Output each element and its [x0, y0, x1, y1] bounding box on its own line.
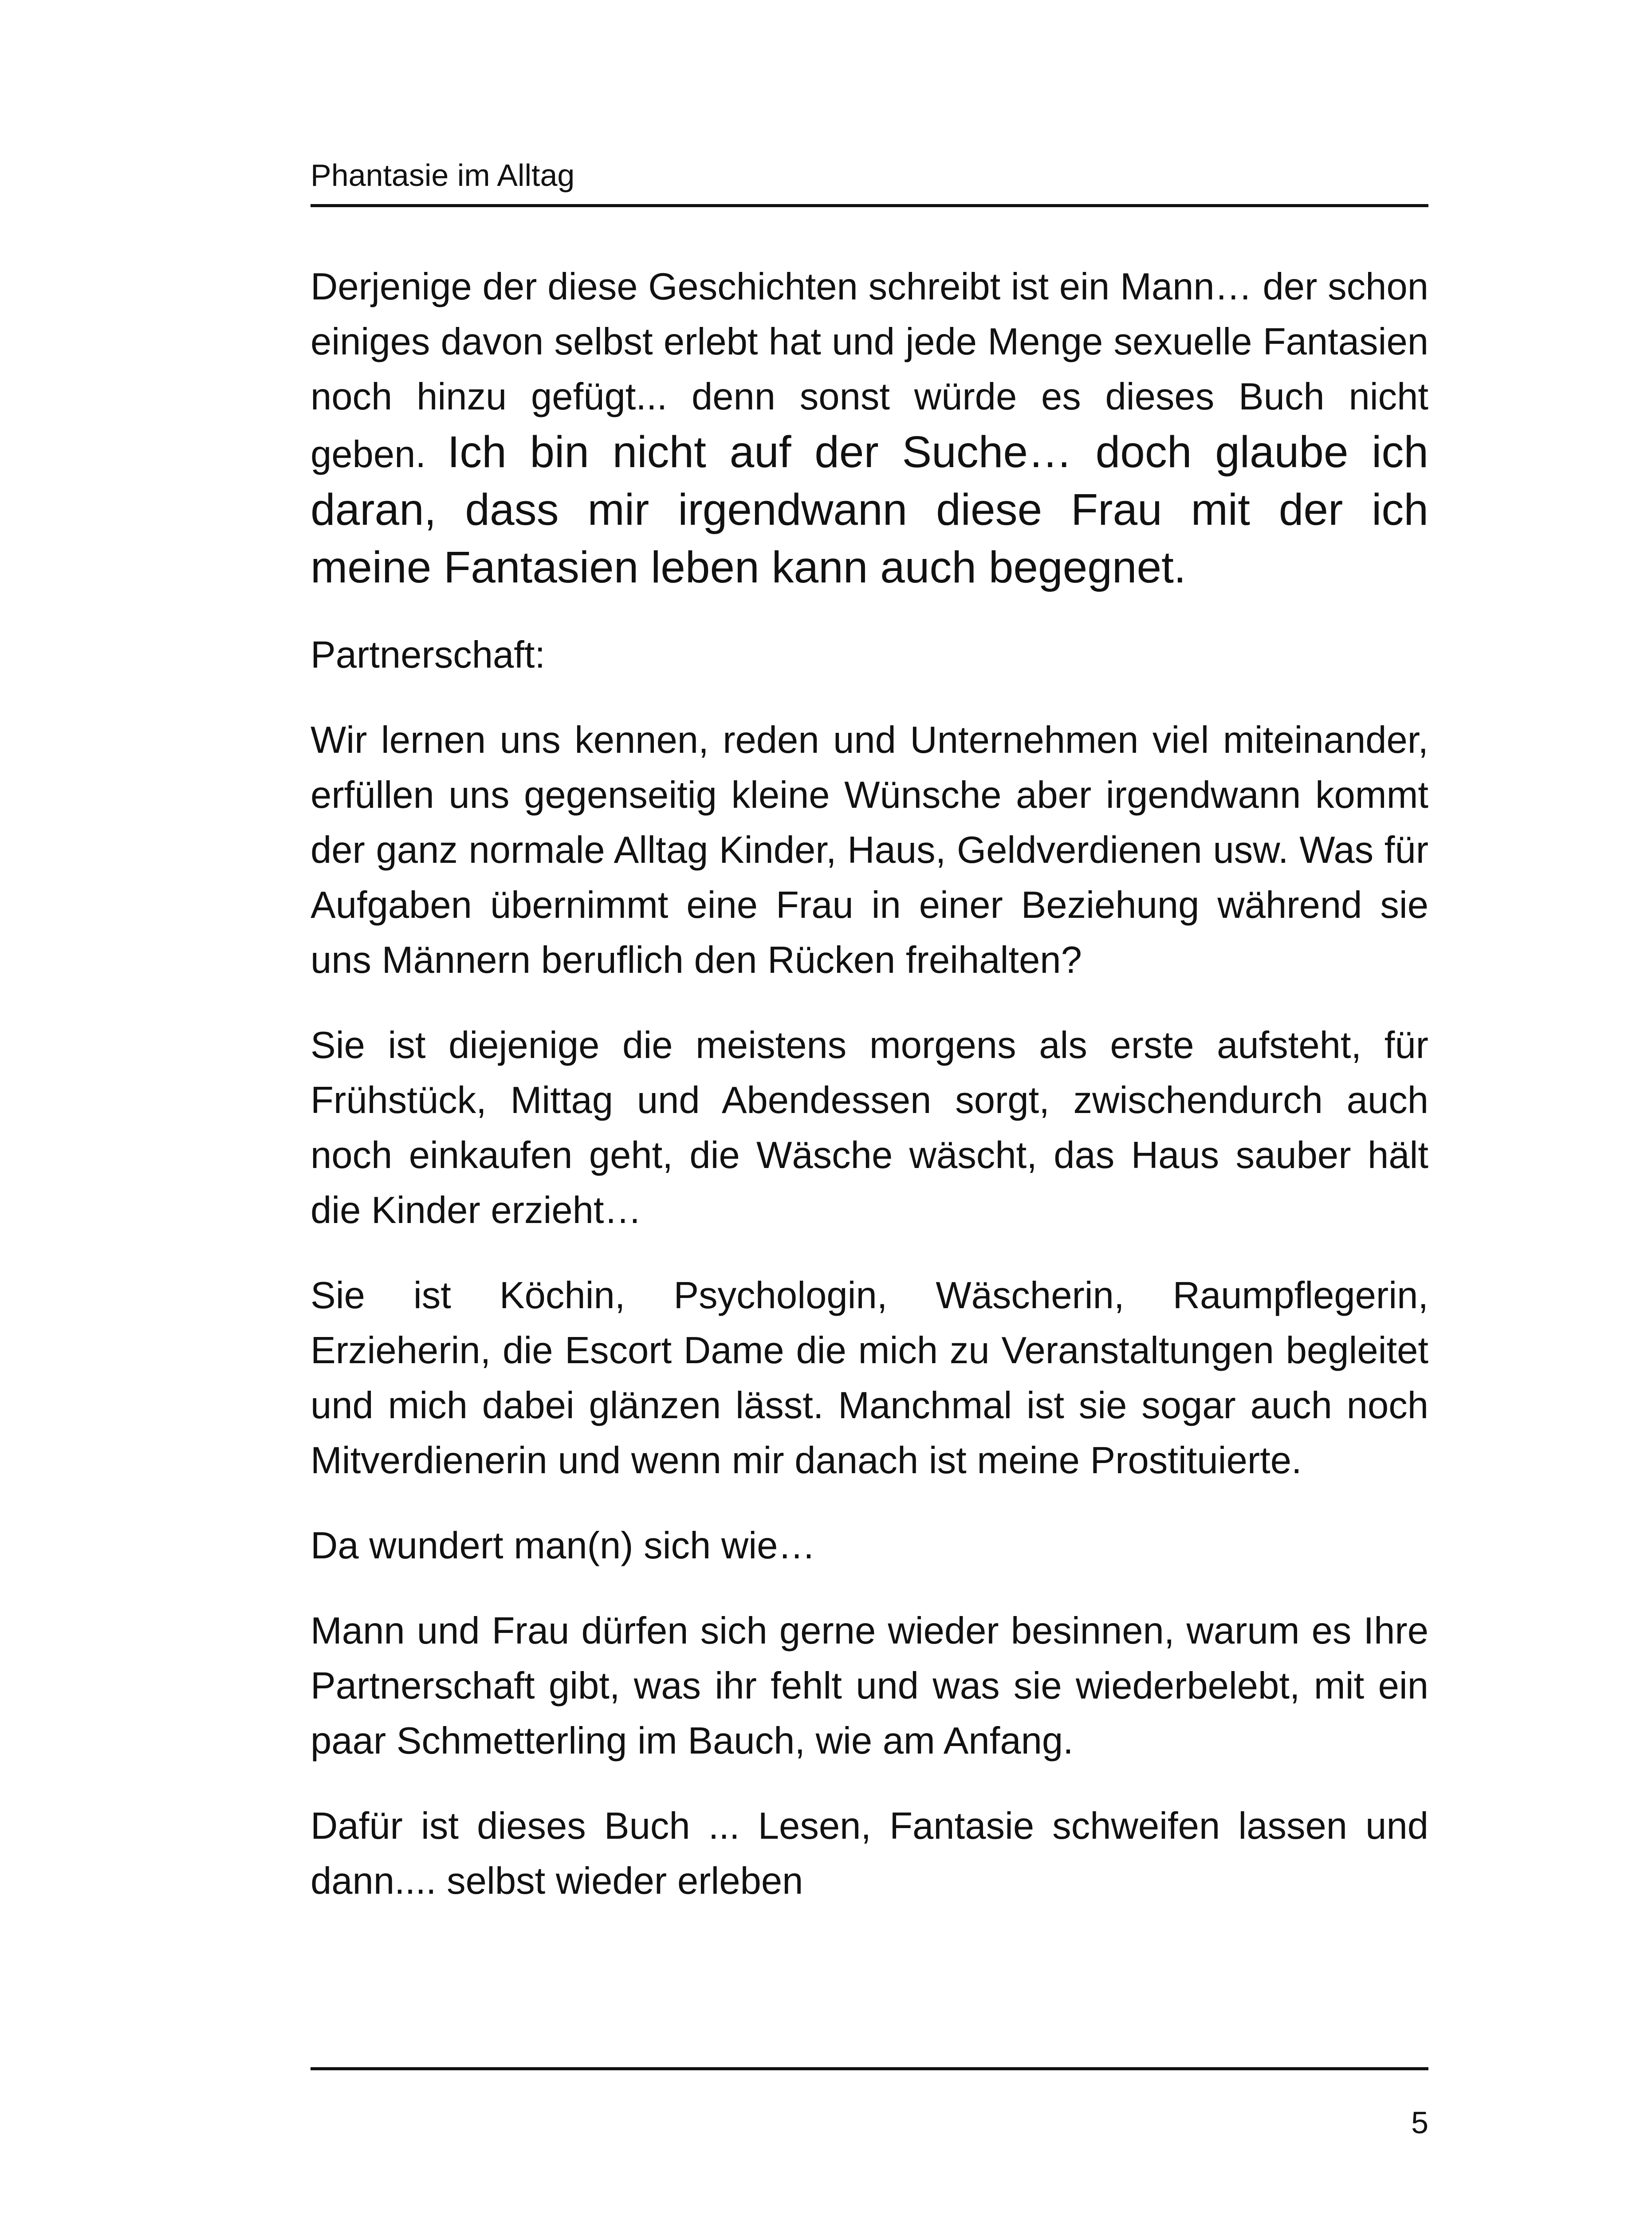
intro-text-larger: Ich bin nicht auf der Suche… doch glaube ich daran, dass mir irgendwann diese Frau mit der ich meine Fantasien leben kann auch begegnet.: [311, 427, 1428, 592]
paragraph-wundern: Da wundert man(n) sich wie…: [311, 1525, 816, 1567]
intro-text: Derjenige der diese Geschichten schreibt ist ein Mann… der schon einiges davon selbst erlebt hat und jede Menge sexuelle Fantasien noch hinzu gefügt... denn sonst würde es dieses Buch nicht geben.: [311, 266, 1428, 476]
paragraph-alltag: Sie ist diejenige die meistens morgens als erste aufsteht, für Frühstück, Mittag und Abendessen sorgt, zwischendurch auch noch einkaufen geht, die Wäsche wäscht, das Haus sauber hält die Kinder erzieht…: [311, 1024, 1428, 1231]
paragraph-rollen: Sie ist Köchin, Psychologin, Wäscherin, Raumpflegerin, Erzieherin, die Escort Dame die mich zu Veranstaltungen begleitet und mich dabei glänzen lässt. Manchmal ist sie sogar auch noch Mitverdienerin und wenn mir danach ist meine Prostituierte.: [311, 1274, 1428, 1482]
paragraph-besinnen: Mann und Frau dürfen sich gerne wieder besinnen, warum es Ihre Partnerschaft gibt, was ihr fehlt und was sie wiederbelebt, mit ein paar Schmetterling im Bauch, wie am Anfang.: [311, 1610, 1428, 1762]
section-heading-partnerschaft: Partnerschaft:: [311, 634, 546, 676]
paragraph-buch: Dafür ist dieses Buch ... Lesen, Fantasie schweifen lassen und dann.... selbst wieder erleben: [311, 1805, 1428, 1902]
page-body: [311, 260, 1428, 1939]
header-rule: [311, 204, 1428, 207]
footer-rule: [311, 2067, 1428, 2070]
intro-paragraph: [311, 260, 1428, 598]
page-number: 5: [1411, 2105, 1428, 2140]
paragraph-kennenlernen: Wir lernen uns kennen, reden und Unternehmen viel miteinander, erfüllen uns gegenseitig kleine Wünsche aber irgendwann kommt der ganz normale Alltag Kinder, Haus, Geldverdienen usw. Was für Aufgaben übernimmt eine Frau in einer Beziehung während sie uns Männern beruflich den Rücken freihalten?: [311, 719, 1428, 981]
running-header-title: Phantasie im Alltag: [311, 158, 575, 193]
